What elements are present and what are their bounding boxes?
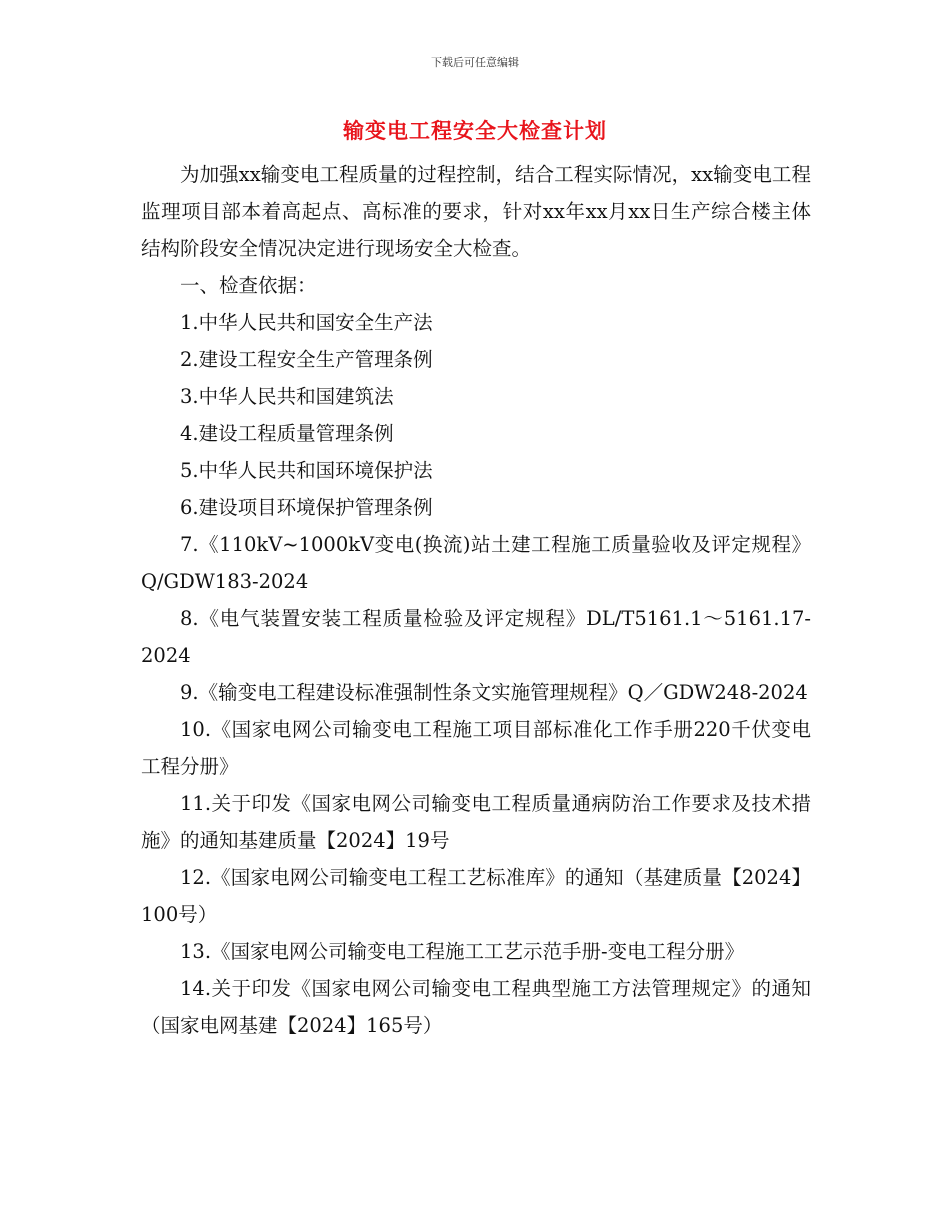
basis-item-9: 9.《输变电工程建设标准强制性条文实施管理规程》Q／GDW248-2024 (180, 681, 808, 704)
basis-item-7: 7.《110kV~1000kV变电(换流)站土建工程施工质量验收及评定规程》Q/GDW183-2024 (141, 533, 811, 593)
basis-item-4: 4.建设工程质量管理条例 (180, 422, 394, 445)
intro-paragraph: 为加强xx输变电工程质量的过程控制，结合工程实际情况，xx输变电工程监理项目部本着高起点、高标准的要求，针对xx年xx月xx日生产综合楼主体结构阶段安全情况决定进行现场安全大检查。 (141, 163, 811, 260)
basis-item-12: 12.《国家电网公司输变电工程工艺标准库》的通知（基建质量【2024】100号） (141, 866, 811, 926)
basis-item-2: 2.建设工程安全生产管理条例 (180, 348, 433, 371)
basis-item-1: 1.中华人民共和国安全生产法 (180, 311, 433, 334)
section-heading-inspection-basis: 一、检查依据： (180, 274, 317, 297)
basis-item-8: 8.《电气装置安装工程质量检验及评定规程》DL/T5161.1～5161.17-2024 (141, 607, 811, 667)
document-body (141, 156, 811, 1044)
basis-item-10: 10.《国家电网公司输变电工程施工项目部标准化工作手册220千伏变电工程分册》 (141, 718, 811, 778)
document-title: 输变电工程安全大检查计划 (343, 119, 607, 143)
basis-item-3: 3.中华人民共和国建筑法 (180, 385, 394, 408)
basis-item-11: 11.关于印发《国家电网公司输变电工程质量通病防治工作要求及技术措施》的通知基建质量【2024】19号 (141, 792, 811, 852)
basis-item-13: 13.《国家电网公司输变电工程施工工艺示范手册-变电工程分册》 (180, 940, 745, 963)
basis-item-14: 14.关于印发《国家电网公司输变电工程典型施工方法管理规定》的通知（国家电网基建【2024】165号） (141, 977, 811, 1037)
basis-item-5: 5.中华人民共和国环境保护法 (180, 459, 433, 482)
basis-item-6: 6.建设项目环境保护管理条例 (180, 496, 433, 519)
page-header-note: 下载后可任意编辑 (431, 56, 519, 69)
